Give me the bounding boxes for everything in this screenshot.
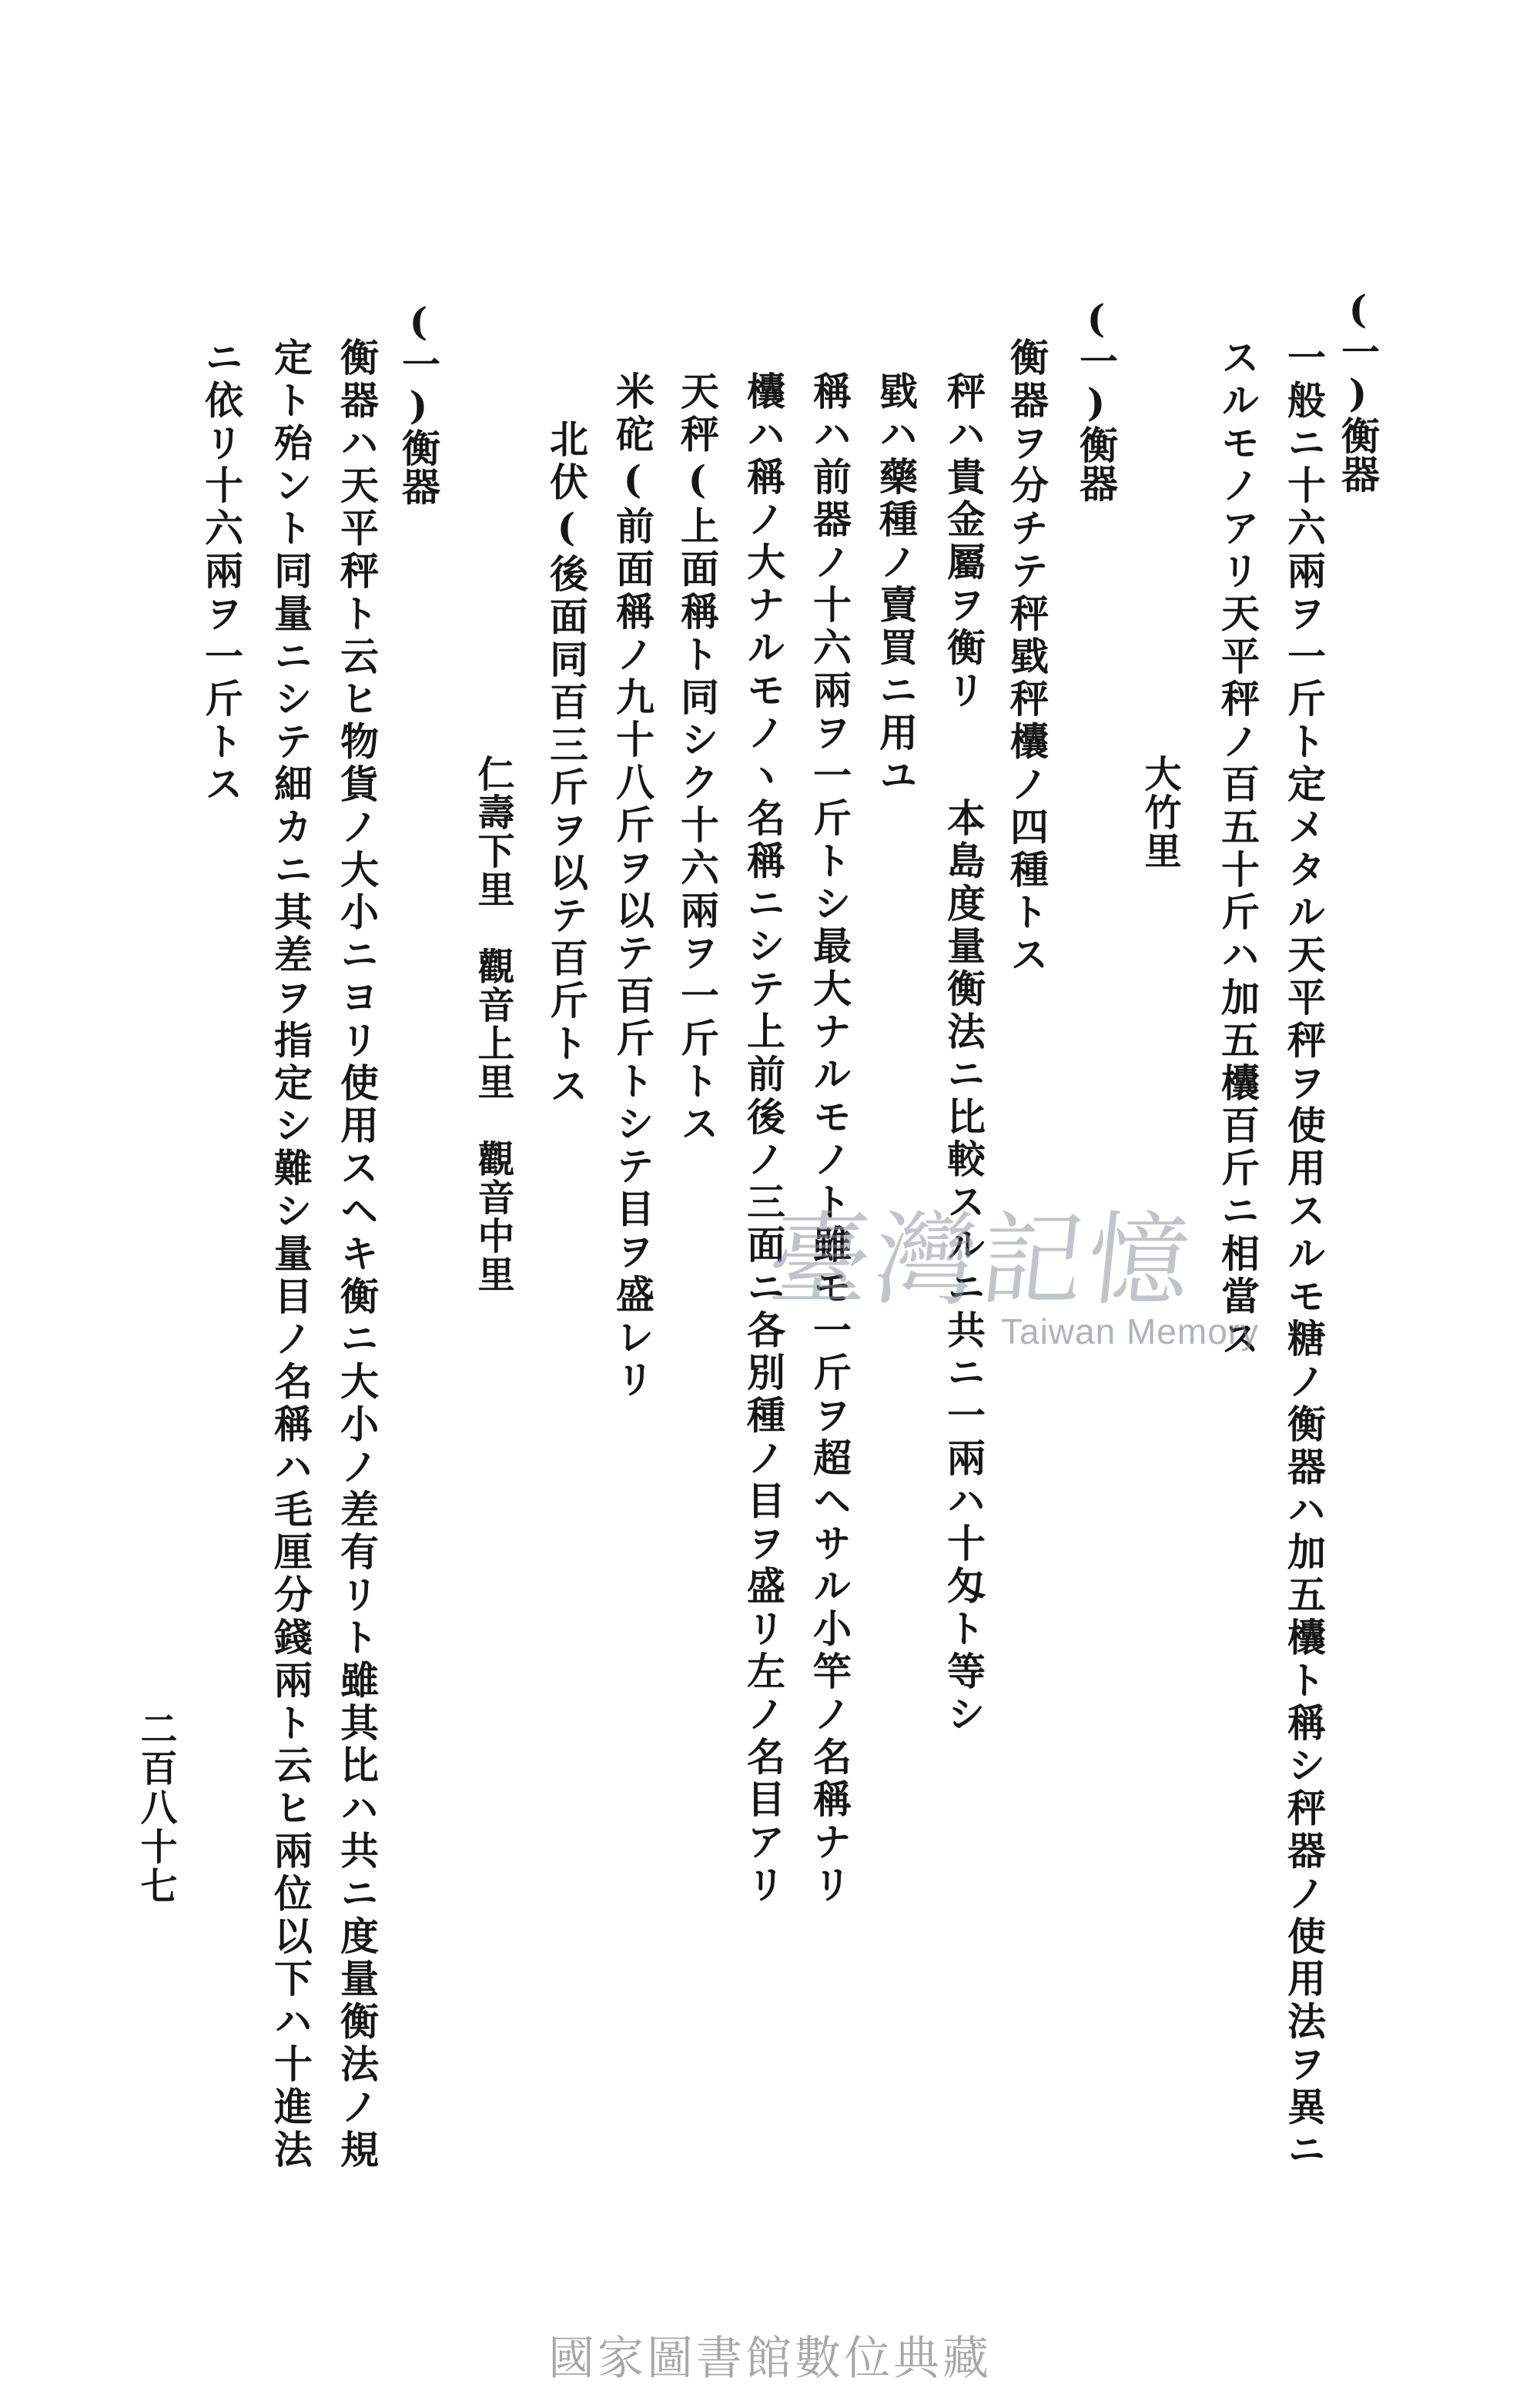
text-column: 北伏(後面同百三斤ヲ以テ百斤トス [544, 419, 589, 1109]
text-column: 秤ハ貴金屬ヲ衡リ 本島度量衡法ニ比較スルニ共ニ一兩ハ十匁ト等シ [941, 371, 986, 1737]
section-heading: (一)衡器 [1335, 286, 1381, 493]
place-name: 大竹里 [1138, 755, 1181, 870]
text-column: 定ト殆ント同量ニシテ細カニ其差ヲ指定シ難シ量目ノ名稱ハ毛厘分錢兩ト云ヒ兩位以下ハ十進法 [268, 337, 313, 2172]
text-column: 戥ハ藥種ノ賣買ニ用ユ [873, 371, 919, 798]
text-column: 天秤(上面稱ト同シク十六兩ヲ一斤トス [675, 371, 720, 1147]
section-heading: (一)衡器 [1073, 296, 1119, 502]
text-column: 欜ハ稱ノ大ナルモノヽ名稱ニシテ上前後ノ三面ニ各別種ノ目ヲ盛リ左ノ名目アリ [741, 371, 786, 1907]
text-column: ニ依リ十六兩ヲ一斤トス [199, 337, 244, 807]
text-column: 一般ニ十六兩ヲ一斤ト定メタル天平秤ヲ使用スルモ糖ノ衡器ハ加五欜ト稱シ秤器ノ使用法ヲ異ニ [1281, 337, 1327, 2172]
section-heading: (一)衡器 [396, 299, 441, 505]
text-column: 稱ハ前器ノ十六兩ヲ一斤トシ最大ナルモノト雖モ一斤ヲ超ヘサル小竿ノ名稱ナリ [807, 371, 852, 1907]
page-number: 二百八十七 [134, 1710, 177, 1906]
watermark [762, 1178, 1263, 1355]
text-column: 米砣(前面稱ノ九十八斤ヲ以テ百斤トシテ目ヲ盛レリ [610, 371, 655, 1402]
watermark-latin: Taiwan Memory [1001, 1311, 1260, 1351]
footer-credit: 國家圖書館數位典藏 [548, 2332, 992, 2386]
watermark-chars: 臺灣記憶 [762, 1201, 1200, 1320]
text-column: 衡器ヲ分チテ秤戥秤欜ノ四種トス [1004, 337, 1050, 977]
text-column: スルモノアリ天平秤ノ百五十斤ハ加五欜百斤ニ相當ス [1215, 337, 1260, 1361]
place-names: 仁壽下里 觀音上里 觀音中里 [471, 755, 514, 1294]
text-column: 衡器ハ天平秤ト云ヒ物貨ノ大小ニヨリ使用スヘキ衡ニ大小ノ差有リト雖其比ハ共ニ度量衡法ノ規 [334, 337, 380, 2172]
